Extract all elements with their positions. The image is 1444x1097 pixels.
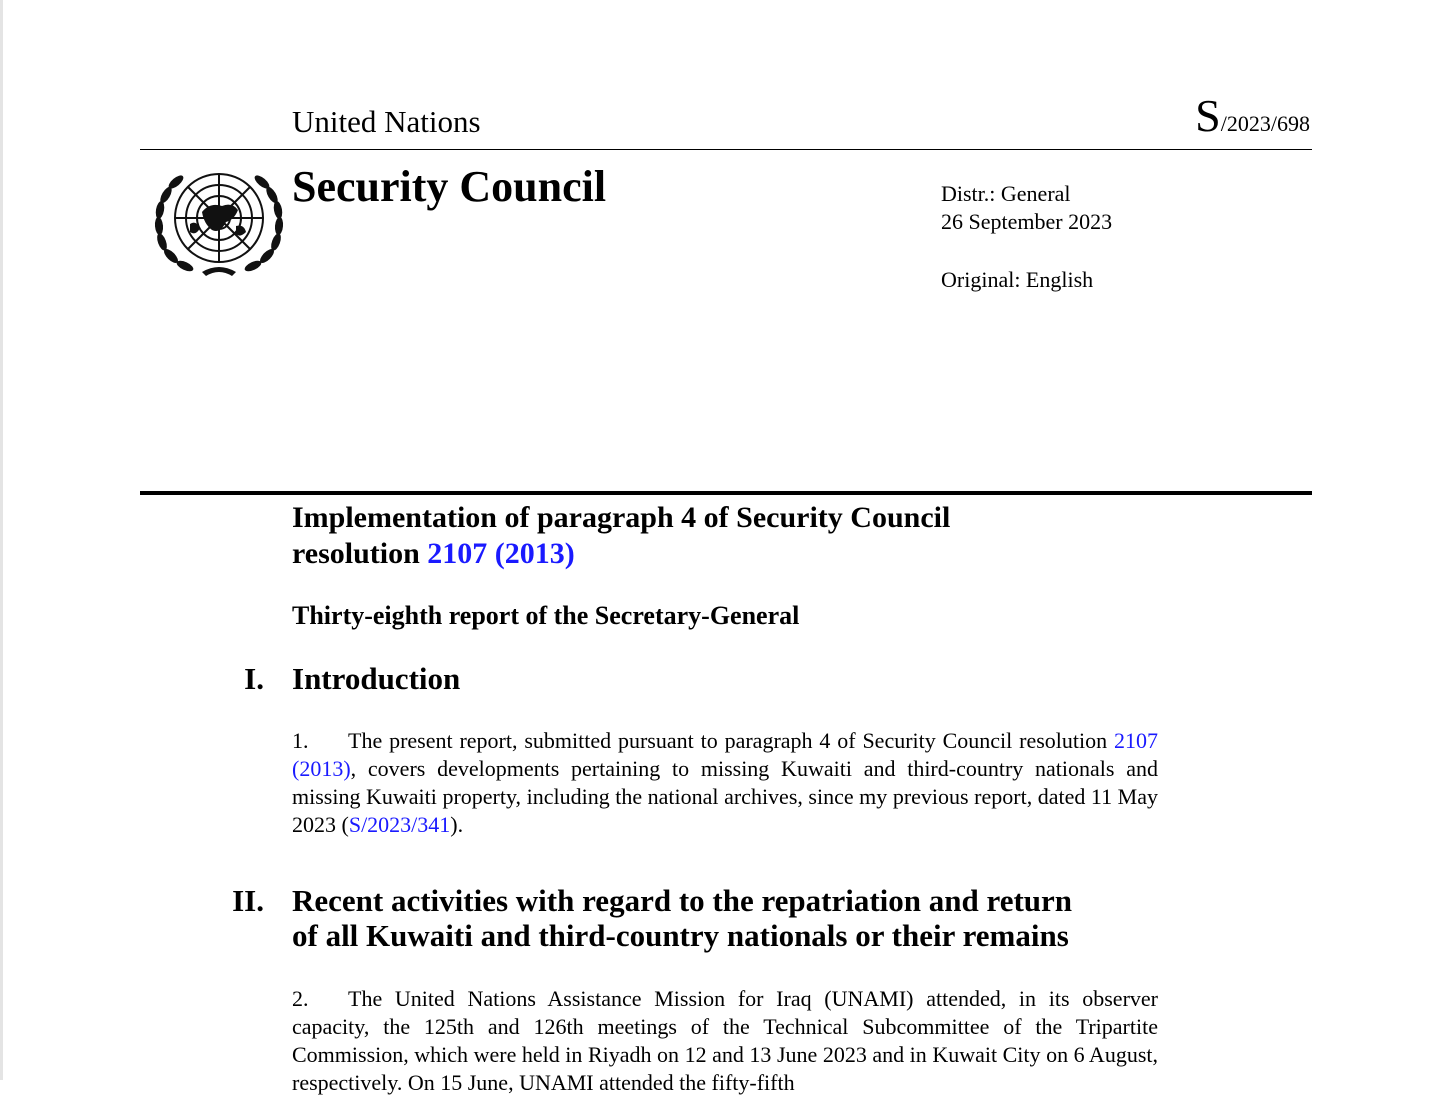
section-1-number: I. [244, 661, 264, 696]
paragraph-1-number: 1. [292, 728, 309, 753]
paragraph-1-text-a: The present report, submitted pursuant to paragraph 4 of Security Council resolution [348, 728, 1114, 753]
council-name: Security Council [292, 162, 607, 211]
document-title [292, 500, 1192, 572]
section-1-heading: Introduction [292, 661, 461, 696]
organization-name: United Nations [292, 104, 481, 139]
document-symbol [1195, 92, 1310, 151]
distribution-label: Distr.: General [941, 181, 1071, 206]
document-date: 26 September 2023 [941, 209, 1113, 234]
report-subtitle: Thirty-eighth report of the Secretary-General [292, 601, 800, 630]
section-2-heading-line2: of all Kuwaiti and third-country nationals or their remains [292, 918, 1069, 953]
resolution-link[interactable]: 2107 (2013) [427, 537, 575, 570]
document-title-line2 [292, 536, 1192, 572]
document-title-line1: Implementation of paragraph 4 of Security Council [292, 501, 951, 534]
paragraph-2-text: The United Nations Assistance Mission for Iraq (UNAMI) attended, in its observer capacity, the 125th and 126th meetings of the Technical Subcommittee of the Tripartite Commission, which were held in Riyadh on 12 and 13 June 2023 and in Kuwait City on 6 August, respectively. On 15 June, UNAMI attended the fifty-fifth [292, 986, 1158, 1095]
paragraph-2-number: 2. [292, 986, 309, 1011]
paragraph-1-report-link[interactable]: S/2023/341 [348, 812, 451, 837]
page-left-edge [0, 0, 3, 1080]
paragraph-2 [292, 985, 1158, 1097]
united-nations-emblem-icon [150, 162, 288, 278]
paragraph-1-text-b: , covers developments pertaining to missing Kuwaiti and third-country nationals and missing Kuwaiti property, including the national archives, since my previous report, dated 11 May 2023 ( [292, 756, 1158, 837]
section-2-heading [292, 883, 1192, 953]
document-symbol-number: /2023/698 [1220, 111, 1310, 136]
section-2-heading-line1: Recent activities with regard to the repatriation and return [292, 883, 1073, 918]
document-title-prefix: resolution [292, 537, 428, 570]
section-2-number: II. [232, 883, 264, 918]
paragraph-1-resolution-link[interactable]: 2107 (2013) [292, 728, 1158, 781]
document-symbol-initial: S [1195, 90, 1221, 141]
paragraph-1-text-c: ). [450, 812, 464, 837]
paragraph-1 [292, 727, 1158, 839]
distribution-block [941, 180, 1112, 294]
header-rule [140, 149, 1312, 150]
original-language: Original: English [941, 267, 1094, 292]
title-rule [140, 491, 1312, 495]
